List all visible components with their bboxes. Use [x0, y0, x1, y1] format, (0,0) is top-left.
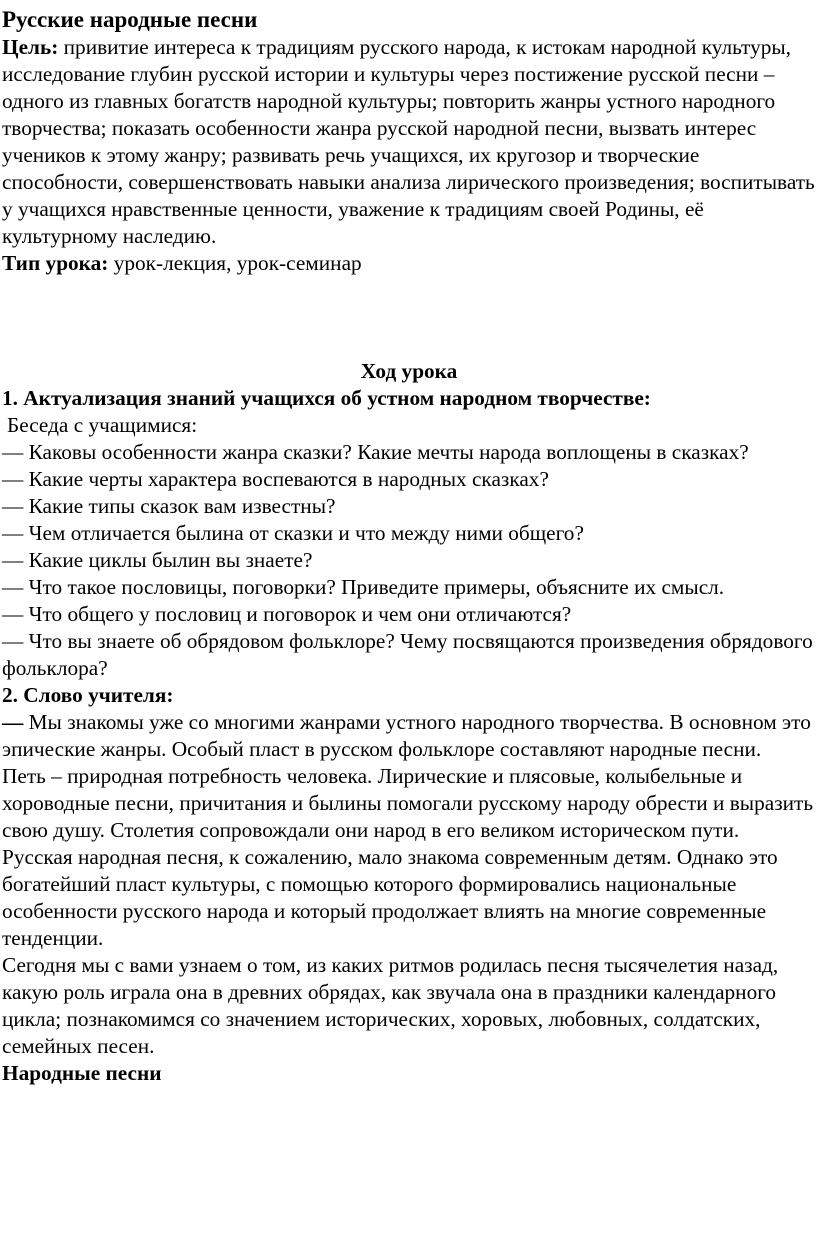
question-item: — Какие типы сказок вам известны? — [2, 494, 336, 518]
question-item: — Каковы особенности жанра сказки? Какие мечты народа воплощены в сказках? — [2, 440, 749, 464]
question-item: — Что общего у пословиц и поговорок и чем они отличаются? — [2, 602, 572, 626]
goal-paragraph — [2, 34, 816, 250]
section2-heading: 2. Слово учителя: — [2, 683, 174, 707]
section2-paragraph-1 — [2, 709, 816, 763]
section2-paragraph-2: Петь – природная потребность человека. Лирические и плясовые, колыбельные и хороводные песни, причитания и былины помогали русскому народу обрести и выразить свою душу. Столетия сопровождали они народ в его великом историческом пути. — [2, 764, 814, 842]
section1-intro: Беседа с учащимися: — [7, 413, 198, 437]
question-item: — Какие черты характера воспеваются в народных сказках? — [2, 467, 549, 491]
section2-paragraph-3: Русская народная песня, к сожалению, мало знакома современным детям. Однако это богатейший пласт культуры, с помощью которого формировались национальные особенности русского народа и который продолжает влиять на многие современные тенденции. — [2, 845, 778, 950]
dash-mark: — — [2, 710, 24, 734]
spacer — [2, 277, 816, 358]
question-item: — Какие циклы былин вы знаете? — [2, 548, 313, 572]
question-item: — Что такое пословицы, поговорки? Приведите примеры, объясните их смысл. — [2, 575, 725, 599]
lesson-type-paragraph — [2, 250, 816, 277]
question-item: — Что вы знаете об обрядовом фольклоре? Чему посвящаются произведения обрядового фольклора? — [2, 629, 813, 680]
lesson-type-label: Тип урока: — [2, 251, 109, 275]
lesson-type-text: урок-лекция, урок-семинар — [108, 251, 362, 275]
goal-text: привитие интереса к традициям русского народа, к истокам народной культуры, исследование глубин русской истории и культуры через постижение русской песни – одного из главных богатств народной культуры; повторить жанры устного народного творчества; показать особенности жанра русской народной песни, вызвать интерес учеников к этому жанру; развивать речь учащихся, их кругозор и творческие способности, совершенствовать навыки анализа лирического произведения; воспитывать у учащихся нравственные ценности, уважение к традициям своей Родины, её культурному наследию. — [2, 35, 815, 248]
lesson-heading: Ход урока — [360, 359, 458, 383]
document-title: Русские народные песни — [2, 7, 258, 32]
section2-paragraph-1-text: Мы знакомы уже со многими жанрами устного народного творчества. В основном это эпические жанры. Особый пласт в русском фольклоре составляют народные песни. — [2, 710, 811, 761]
section2-paragraph-4: Сегодня мы с вами узнаем о том, из каких ритмов родилась песня тысячелетия назад, какую роль играла она в древних обрядах, как звучала она в праздники календарного цикла; познакомимся со значением исторических, хоровых, любовных, солдатских, семейных песен. — [2, 953, 779, 1058]
section3-heading: Народные песни — [2, 1061, 162, 1085]
question-item: — Чем отличается былина от сказки и что между ними общего? — [2, 521, 584, 545]
section1-heading: 1. Актуализация знаний учащихся об устном народном творчестве: — [2, 386, 651, 410]
goal-label: Цель: — [2, 35, 59, 59]
